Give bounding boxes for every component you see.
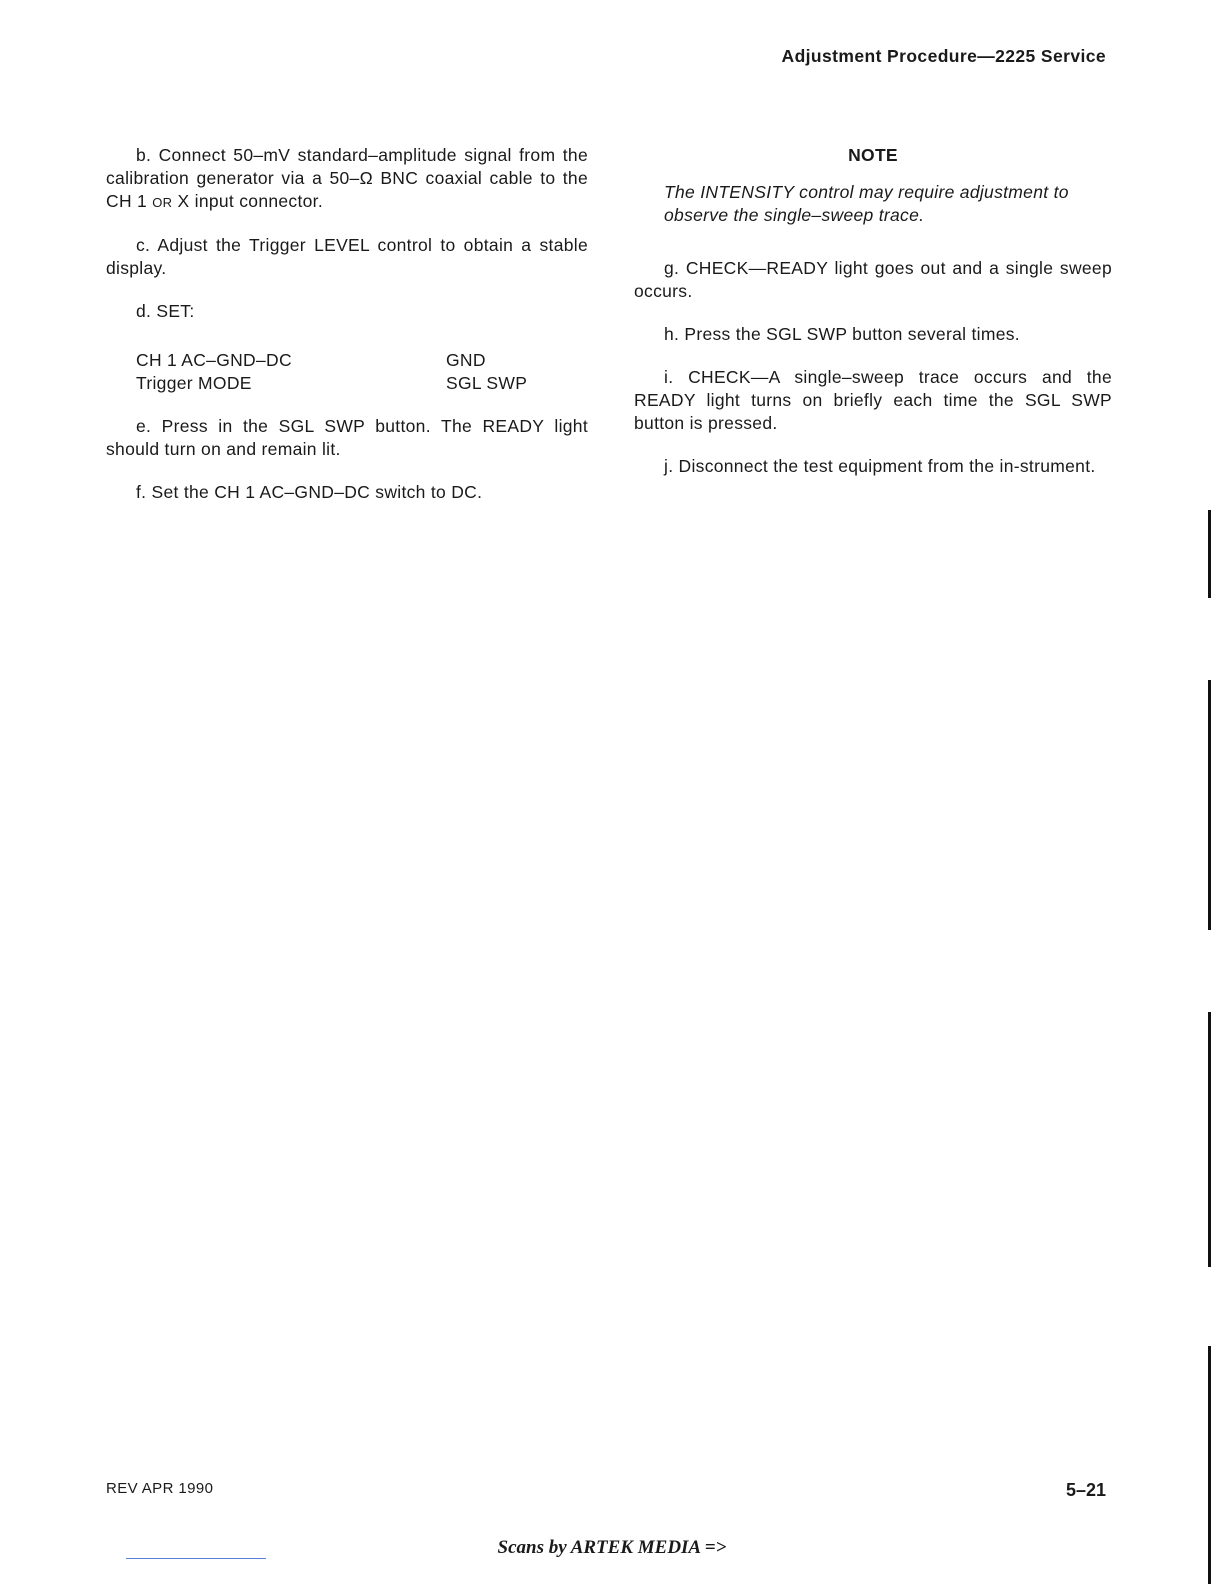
note-title: NOTE — [848, 145, 898, 165]
scan-edge-mark — [1208, 1346, 1211, 1584]
step-j: j. Disconnect the test equipment from the in-strument. — [664, 456, 1096, 476]
settings-row — [136, 372, 527, 395]
step-e: e. Press in the SGL SWP button. The READY light should turn on and remain lit. — [106, 416, 588, 459]
step-g: g. CHECK—READY light goes out and a single sweep occurs. — [634, 258, 1112, 301]
step-f: f. Set the CH 1 AC–GND–DC switch to DC. — [136, 482, 483, 502]
scan-edge-mark — [1208, 510, 1211, 598]
page-header: Adjustment Procedure—2225 Service — [781, 46, 1106, 66]
scan-edge-mark — [1208, 1012, 1211, 1267]
step-b — [106, 144, 588, 214]
step-b-text: b. Connect 50–mV standard–amplitude signal from the calibration generator via a 50–Ω BNC coaxial cable to the CH 1 — [106, 145, 588, 211]
credit-underline — [126, 1558, 266, 1559]
note-body: The INTENSITY control may require adjustment to observe the single–sweep trace. — [664, 182, 1069, 225]
step-c: c. Adjust the Trigger LEVEL control to obtain a stable display. — [106, 235, 588, 278]
step-i: i. CHECK—A single–sweep trace occurs and the READY light turns on briefly each time the SGL SWP button is pressed. — [634, 367, 1112, 433]
setting-control: CH 1 AC–GND–DC — [136, 350, 292, 370]
step-b-text-end: X input connector. — [172, 191, 323, 211]
scan-credit: Scans by ARTEK MEDIA => — [497, 1537, 727, 1558]
setting-value: SGL SWP — [446, 373, 528, 393]
step-d: d. SET: — [136, 301, 195, 321]
scan-edge-mark — [1208, 680, 1211, 930]
left-column — [106, 144, 588, 524]
setting-value: GND — [446, 350, 486, 370]
settings-table — [136, 349, 527, 395]
revision-date: REV APR 1990 — [106, 1480, 214, 1497]
right-column — [634, 144, 1112, 498]
setting-control: Trigger MODE — [136, 373, 252, 393]
page-number: 5–21 — [1065, 1480, 1106, 1500]
step-b-or: OR — [152, 195, 173, 210]
step-h: h. Press the SGL SWP button several times. — [664, 324, 1020, 344]
settings-row — [136, 349, 527, 372]
